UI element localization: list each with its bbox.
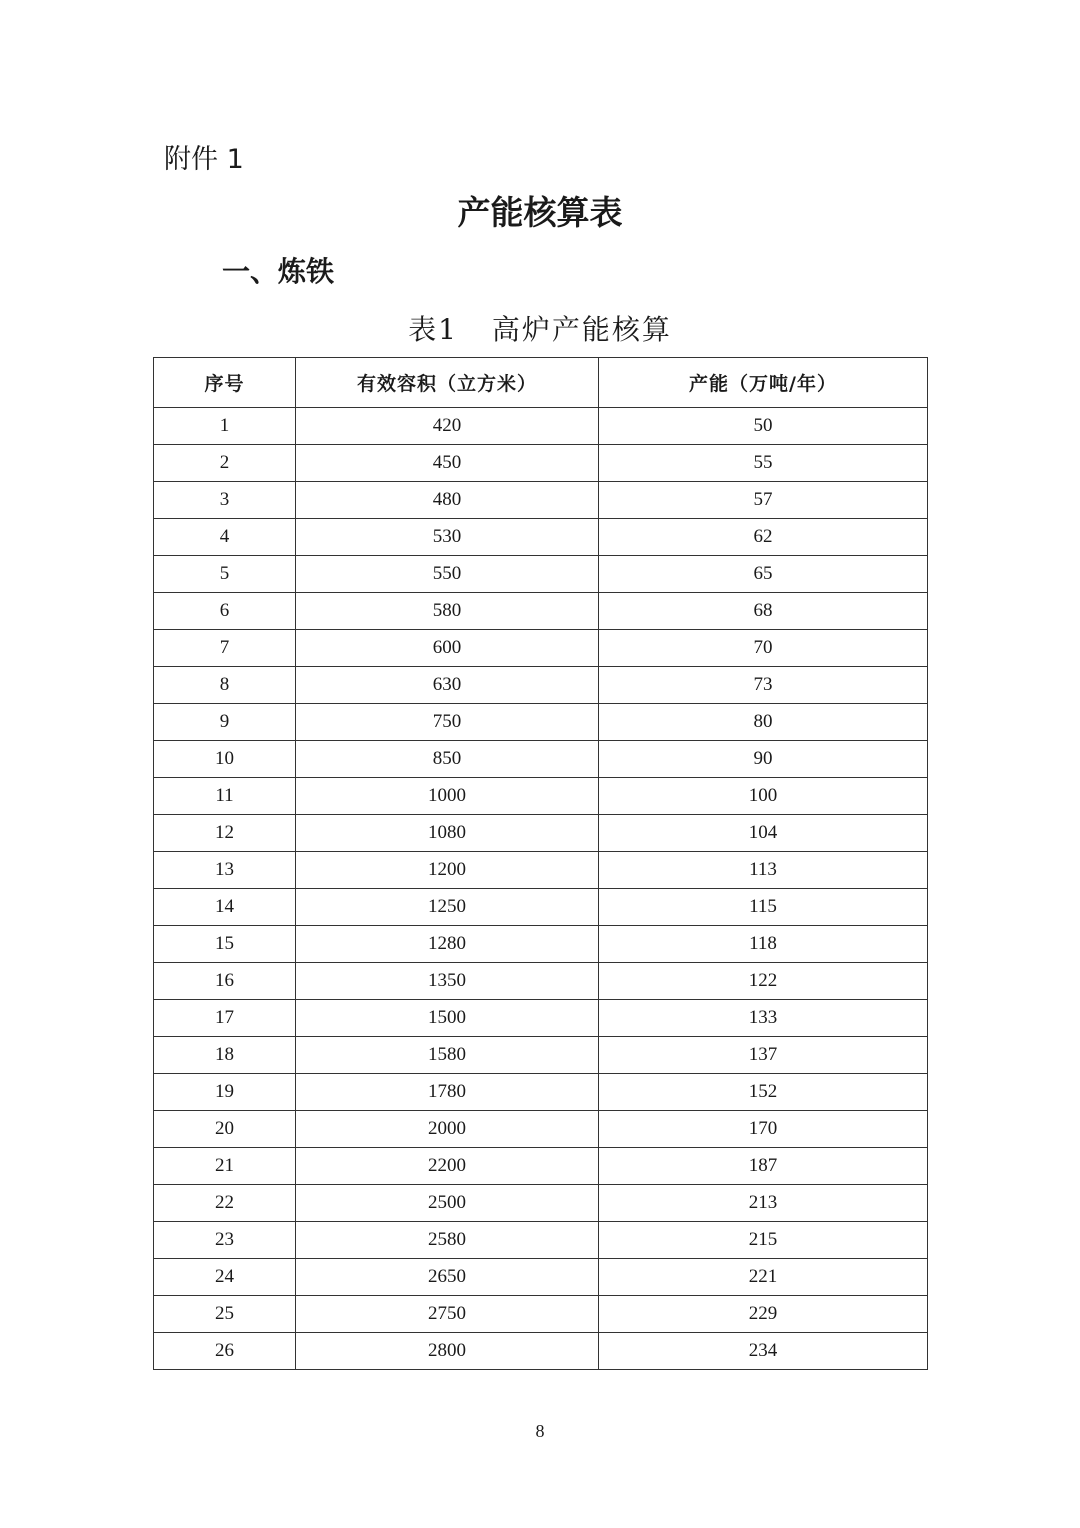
document-title: 产能核算表	[457, 193, 623, 232]
cell-serial: 3	[154, 482, 296, 519]
cell-serial: 12	[154, 815, 296, 852]
cell-capacity: 57	[599, 482, 928, 519]
table-caption-number: 表1	[408, 313, 458, 346]
table-caption-title: 高炉产能核算	[491, 313, 672, 346]
cell-capacity: 70	[599, 630, 928, 667]
cell-capacity: 221	[599, 1259, 928, 1296]
cell-serial: 5	[154, 556, 296, 593]
section-heading: 一、炼铁	[222, 255, 335, 288]
cell-serial: 23	[154, 1222, 296, 1259]
table-row	[154, 482, 928, 519]
cell-serial: 11	[154, 778, 296, 815]
cell-capacity: 152	[599, 1074, 928, 1111]
cell-effective-volume: 2750	[296, 1296, 599, 1333]
cell-effective-volume: 1500	[296, 1000, 599, 1037]
cell-serial: 1	[154, 408, 296, 445]
cell-capacity: 65	[599, 556, 928, 593]
cell-effective-volume: 420	[296, 408, 599, 445]
table-row	[154, 1000, 928, 1037]
table-row	[154, 926, 928, 963]
table-row	[154, 704, 928, 741]
cell-effective-volume: 2000	[296, 1111, 599, 1148]
cell-capacity: 187	[599, 1148, 928, 1185]
table-caption	[0, 309, 1080, 351]
cell-effective-volume: 1080	[296, 815, 599, 852]
cell-effective-volume: 450	[296, 445, 599, 482]
cell-capacity: 133	[599, 1000, 928, 1037]
cell-effective-volume: 2580	[296, 1222, 599, 1259]
cell-effective-volume: 480	[296, 482, 599, 519]
cell-effective-volume: 1580	[296, 1037, 599, 1074]
blast-furnace-capacity-table	[153, 357, 928, 1370]
cell-effective-volume: 2500	[296, 1185, 599, 1222]
cell-capacity: 100	[599, 778, 928, 815]
cell-serial: 25	[154, 1296, 296, 1333]
table-row	[154, 815, 928, 852]
cell-serial: 15	[154, 926, 296, 963]
cell-effective-volume: 1350	[296, 963, 599, 1000]
cell-serial: 26	[154, 1333, 296, 1370]
table-row	[154, 1074, 928, 1111]
table-header-row	[154, 358, 928, 408]
cell-capacity: 122	[599, 963, 928, 1000]
cell-serial: 22	[154, 1185, 296, 1222]
cell-capacity: 215	[599, 1222, 928, 1259]
table-body	[154, 408, 928, 1370]
cell-capacity: 80	[599, 704, 928, 741]
cell-capacity: 104	[599, 815, 928, 852]
cell-capacity: 137	[599, 1037, 928, 1074]
cell-capacity: 115	[599, 889, 928, 926]
cell-serial: 2	[154, 445, 296, 482]
column-header-effective-volume: 有效容积（立方米）	[296, 358, 599, 408]
column-header-capacity: 产能（万吨/年）	[599, 358, 928, 408]
cell-serial: 4	[154, 519, 296, 556]
cell-effective-volume: 530	[296, 519, 599, 556]
cell-serial: 10	[154, 741, 296, 778]
cell-capacity: 68	[599, 593, 928, 630]
cell-serial: 13	[154, 852, 296, 889]
cell-capacity: 62	[599, 519, 928, 556]
cell-serial: 20	[154, 1111, 296, 1148]
cell-effective-volume: 2800	[296, 1333, 599, 1370]
table-row	[154, 445, 928, 482]
cell-effective-volume: 1000	[296, 778, 599, 815]
table-row	[154, 667, 928, 704]
cell-effective-volume: 550	[296, 556, 599, 593]
cell-capacity: 229	[599, 1296, 928, 1333]
table-row	[154, 408, 928, 445]
table-row	[154, 519, 928, 556]
cell-capacity: 50	[599, 408, 928, 445]
cell-effective-volume: 1780	[296, 1074, 599, 1111]
cell-effective-volume: 850	[296, 741, 599, 778]
table-row	[154, 889, 928, 926]
cell-serial: 6	[154, 593, 296, 630]
cell-effective-volume: 1280	[296, 926, 599, 963]
table-row	[154, 1111, 928, 1148]
cell-serial: 9	[154, 704, 296, 741]
cell-serial: 18	[154, 1037, 296, 1074]
table-row	[154, 1333, 928, 1370]
table-row	[154, 556, 928, 593]
table-row	[154, 963, 928, 1000]
table-row	[154, 1148, 928, 1185]
cell-capacity: 113	[599, 852, 928, 889]
cell-serial: 16	[154, 963, 296, 1000]
cell-serial: 21	[154, 1148, 296, 1185]
cell-capacity: 170	[599, 1111, 928, 1148]
cell-effective-volume: 600	[296, 630, 599, 667]
cell-serial: 8	[154, 667, 296, 704]
cell-effective-volume: 2650	[296, 1259, 599, 1296]
cell-capacity: 118	[599, 926, 928, 963]
cell-capacity: 55	[599, 445, 928, 482]
cell-serial: 14	[154, 889, 296, 926]
table-row	[154, 593, 928, 630]
table-row	[154, 741, 928, 778]
table-row	[154, 1185, 928, 1222]
cell-capacity: 90	[599, 741, 928, 778]
table-row	[154, 1037, 928, 1074]
cell-serial: 19	[154, 1074, 296, 1111]
cell-capacity: 73	[599, 667, 928, 704]
column-header-serial: 序号	[154, 358, 296, 408]
cell-serial: 17	[154, 1000, 296, 1037]
cell-effective-volume: 1200	[296, 852, 599, 889]
cell-capacity: 213	[599, 1185, 928, 1222]
attachment-label: 附件 1	[164, 144, 244, 175]
page-number: 8	[535, 1421, 545, 1441]
cell-effective-volume: 630	[296, 667, 599, 704]
table-row	[154, 1222, 928, 1259]
table-row	[154, 778, 928, 815]
cell-capacity: 234	[599, 1333, 928, 1370]
cell-effective-volume: 750	[296, 704, 599, 741]
table-row	[154, 1259, 928, 1296]
cell-serial: 24	[154, 1259, 296, 1296]
cell-effective-volume: 2200	[296, 1148, 599, 1185]
table-row	[154, 852, 928, 889]
cell-effective-volume: 580	[296, 593, 599, 630]
cell-serial: 7	[154, 630, 296, 667]
table-row	[154, 630, 928, 667]
table-row	[154, 1296, 928, 1333]
cell-effective-volume: 1250	[296, 889, 599, 926]
